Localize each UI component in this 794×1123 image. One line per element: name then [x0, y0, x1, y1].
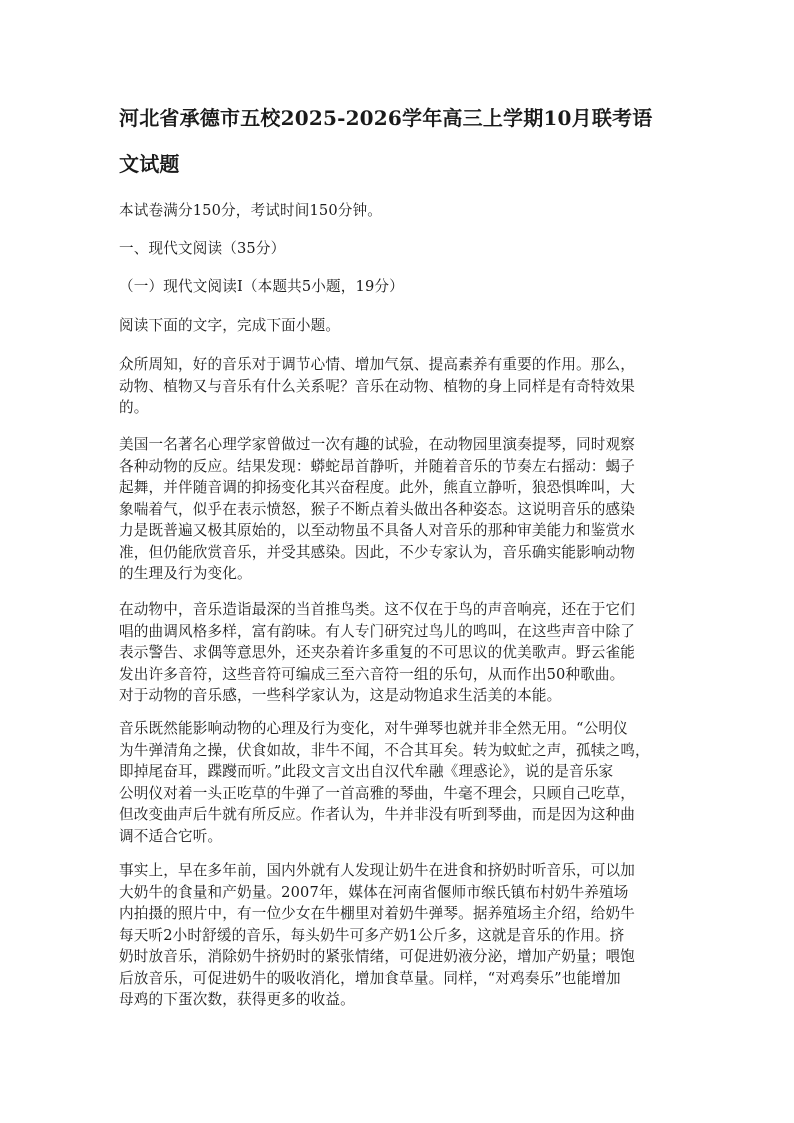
body-paragraph: 事实上，早在多年前，国内外就有人发现让奶牛在进食和挤奶时听音乐，可以加 大奶牛的食量和产奶量。2007年，媒体在河南省偃师市缑氏镇布村奶牛养殖场 内拍摄的照片中，有一位少女在牛棚里对着奶牛弹琴。据养殖场主介绍，给奶牛 每天听2小时舒缓的音乐，每头奶牛可多产奶1公斤多，这就是音乐的作用。挤 奶时放音乐，消除奶牛挤奶时的紧张情绪，可促进奶液分泌，增加产奶量；喂饱 后放音乐，可促进奶牛的吸收消化，增加食草量。同样，“对鸡奏乐”也能增加 母鸡的下蛋次数，获得更多的收益。 — [119, 862, 636, 1008]
body-paragraph: 众所周知，好的音乐对于调节心情、增加气氛、提高素养有重要的作用。那么， 动物、植物又与音乐有什么关系呢？音乐在动物、植物的身上同样是有奇特效果 的。 — [119, 356, 636, 416]
body-paragraph: 美国一名著名心理学家曾做过一次有趣的试验，在动物园里演奏提琴，同时观察 各种动物的反应。结果发现：蟒蛇昂首静听，并随着音乐的节奏左右摇动：蝎子 起舞，并伴随音调的抑扬变化其兴奋程度。此外，熊直立静听，狼恐惧哞叫，大 象喘着气，似乎在表示愤怒，猴子不断点着头做出各种姿态。这说明音乐的感染 力是既普遍又极其原始的，以至动物虽不具备人对音乐的那种审美能力和鉴赏水 准，但仍能欣赏音乐，并受其感染。因此，不少专家认为，音乐确实能影响动物 的生理及行为变化。 — [119, 436, 636, 582]
section-heading: 一、现代文阅读（35分） — [119, 240, 286, 257]
exam-info: 本试卷满分150分，考试时间150分钟。 — [119, 202, 383, 219]
instruction: 阅读下面的文字，完成下面小题。 — [119, 317, 341, 334]
title-line: 河北省承德市五校2025-2026学年高三上学期10月联考语 — [119, 106, 653, 130]
subsection-heading: （一）现代文阅读Ⅰ（本题共5小题，19分） — [119, 278, 404, 295]
body-paragraph: 在动物中，音乐造诣最深的当首推鸟类。这不仅在于鸟的声音响亮，还在于它们 唱的曲调风格多样，富有韵味。有人专门研究过鸟儿的鸣叫，在这些声音中除了 表示警告、求偶等意思外，还夹杂着许多重复的不可思议的优美歌声。野云雀能 发出许多音符，这些音符可编成三至六音符一组的乐句，从而作出50种歌曲。 对于动物的音乐感，一些科学家认为，这是动物追求生活美的本能。 — [119, 601, 636, 704]
title-line: 文试题 — [119, 152, 180, 176]
exam-title — [119, 96, 709, 188]
body-paragraph: 音乐既然能影响动物的心理及行为变化，对牛弹琴也就并非全然无用。“公明仪 为牛弹清角之操，伏食如故，非牛不闻，不合其耳矣。转为蚊虻之声，孤犊之鸣， 即掉尾奋耳，蹀躞而听。”此段文言文出自汉代牟融《理惑论》，说的是音乐家 公明仪对着一头正吃草的牛弹了一首高雅的琴曲，牛毫不理会，只顾自己吃草， 但改变曲声后牛就有所反应。作者认为，牛并非没有听到琴曲，而是因为这种曲 调不适合它听。 — [119, 720, 650, 845]
